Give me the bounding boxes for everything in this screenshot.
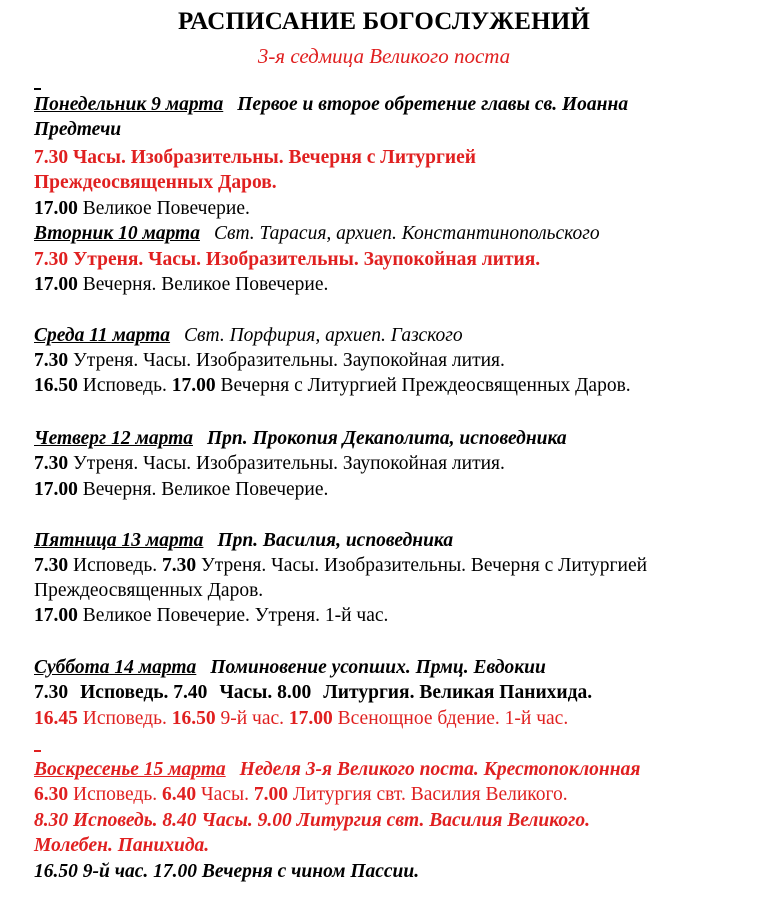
- tuesday-line-2: [34, 272, 748, 297]
- friday-header: [34, 528, 748, 553]
- service-text: Утреня. Часы. Изобразительны. Заупокойная лития.: [73, 453, 505, 474]
- service-text: Вечерня. Великое Повечерие.: [82, 479, 329, 500]
- time: 7.30: [34, 682, 69, 703]
- time: 17.00: [34, 605, 78, 626]
- service-text: Утреня. Часы. Изобразительны. Заупокойная лития.: [73, 350, 505, 371]
- service-text: Вечерня. Великое Повечерие.: [82, 274, 329, 295]
- page-title: РАСПИСАНИЕ БОГОСЛУЖЕНИЙ: [177, 8, 591, 35]
- time: 16.50: [34, 375, 78, 396]
- service-text: Великое Повечерие. Утреня. 1-й час.: [82, 605, 389, 626]
- saturday-header: [34, 655, 748, 680]
- service-text: Часы. 8.00: [219, 682, 312, 703]
- wednesday-header: [34, 323, 748, 348]
- monday-header: [34, 92, 748, 117]
- page-subtitle: 3-я седмица Великого поста: [257, 44, 511, 68]
- service-text: Литургия. Великая Панихида.: [323, 682, 593, 703]
- friday-line-1: [34, 553, 748, 578]
- service-text: Утреня. Часы. Изобразительны. Вечерня с Литургией: [200, 555, 648, 576]
- wednesday-line-1: [34, 348, 748, 373]
- time: 7.00: [253, 784, 288, 805]
- thursday-date: Четверг 12 марта: [34, 428, 193, 449]
- friday-line-3: [34, 603, 748, 628]
- sunday-feast: Неделя 3-я Великого поста. Крестопоклонная: [239, 759, 641, 780]
- sunday-header: [34, 757, 748, 782]
- sunday-line-2: 8.30 Исповедь. 8.40 Часы. 9.00 Литургия свт. Василия Великого.: [34, 810, 590, 831]
- monday-feast-cont: Предтечи: [34, 119, 122, 140]
- tuesday-date: Вторник 10 марта: [34, 223, 200, 244]
- separator-dash: [34, 750, 41, 752]
- service-text: Исповедь. 7.40: [80, 682, 208, 703]
- thursday-line-2: [34, 477, 748, 502]
- service-text: 9-й час.: [220, 708, 285, 729]
- time: 7.30: [34, 555, 69, 576]
- service-text: Исповедь.: [73, 555, 158, 576]
- separator-dash: [34, 88, 41, 90]
- sunday-date: Воскресенье 15 марта: [34, 759, 226, 780]
- friday-feast: Прп. Василия, исповедника: [217, 530, 454, 551]
- time: 17.00: [34, 198, 78, 219]
- service-text: Великое Повечерие.: [82, 198, 250, 219]
- time: 7.30: [161, 555, 197, 576]
- wednesday-line-2: [34, 373, 748, 398]
- thursday-line-1: [34, 451, 748, 476]
- wednesday-feast: Свт. Порфирия, архиеп. Газского: [184, 325, 463, 346]
- service-text: Исповедь.: [82, 375, 167, 396]
- sunday-line-4: 16.50 9-й час. 17.00 Вечерня с чином Пассии.: [34, 861, 420, 882]
- time: 16.50: [171, 708, 216, 729]
- time: 6.30: [34, 784, 69, 805]
- sunday-line-3: Молебен. Панихида.: [34, 835, 210, 856]
- monday-line-1: 7.30 Часы. Изобразительны. Вечерня с Литургией: [34, 147, 476, 168]
- saturday-date: Суббота 14 марта: [34, 657, 197, 678]
- wednesday-date: Среда 11 марта: [34, 325, 171, 346]
- monday-line-3: [34, 196, 748, 221]
- thursday-header: [34, 426, 748, 451]
- time: 17.00: [34, 479, 78, 500]
- sunday-line-1: [34, 782, 748, 807]
- friday-date: Пятница 13 марта: [34, 530, 204, 551]
- monday-date: Понедельник 9 марта: [34, 94, 224, 115]
- time: 16.45: [34, 708, 78, 729]
- saturday-feast: Поминовение усопших. Прмц. Евдокии: [210, 657, 546, 678]
- service-text: Исповедь.: [82, 708, 167, 729]
- service-text: Литургия свт. Василия Великого.: [292, 784, 568, 805]
- tuesday-header: [34, 221, 748, 246]
- time: 7.30: [34, 350, 69, 371]
- friday-line-2: Преждеосвященных Даров.: [34, 580, 264, 601]
- time: 7.30: [34, 453, 69, 474]
- service-text: Часы.: [200, 784, 249, 805]
- time: 17.00: [34, 274, 78, 295]
- service-text: Вечерня с Литургией Преждеосвященных Даров.: [220, 375, 631, 396]
- tuesday-feast: Свт. Тарасия, архиеп. Константинопольского: [213, 223, 600, 244]
- thursday-feast: Прп. Прокопия Декаполита, исповедника: [207, 428, 567, 449]
- monday-line-2: Преждеосвященных Даров.: [34, 172, 277, 193]
- service-text: Всенощное бдение. 1-й час.: [337, 708, 569, 729]
- time: 6.40: [161, 784, 197, 805]
- service-text: Исповедь.: [73, 784, 158, 805]
- monday-feast: Первое и второе обретение главы св. Иоанна: [237, 94, 629, 115]
- time: 17.00: [171, 375, 216, 396]
- time: 17.00: [288, 708, 333, 729]
- saturday-line-1: [34, 680, 748, 705]
- saturday-line-2: [34, 706, 748, 731]
- tuesday-line-1: 7.30 Утреня. Часы. Изобразительны. Заупокойная лития.: [34, 249, 541, 270]
